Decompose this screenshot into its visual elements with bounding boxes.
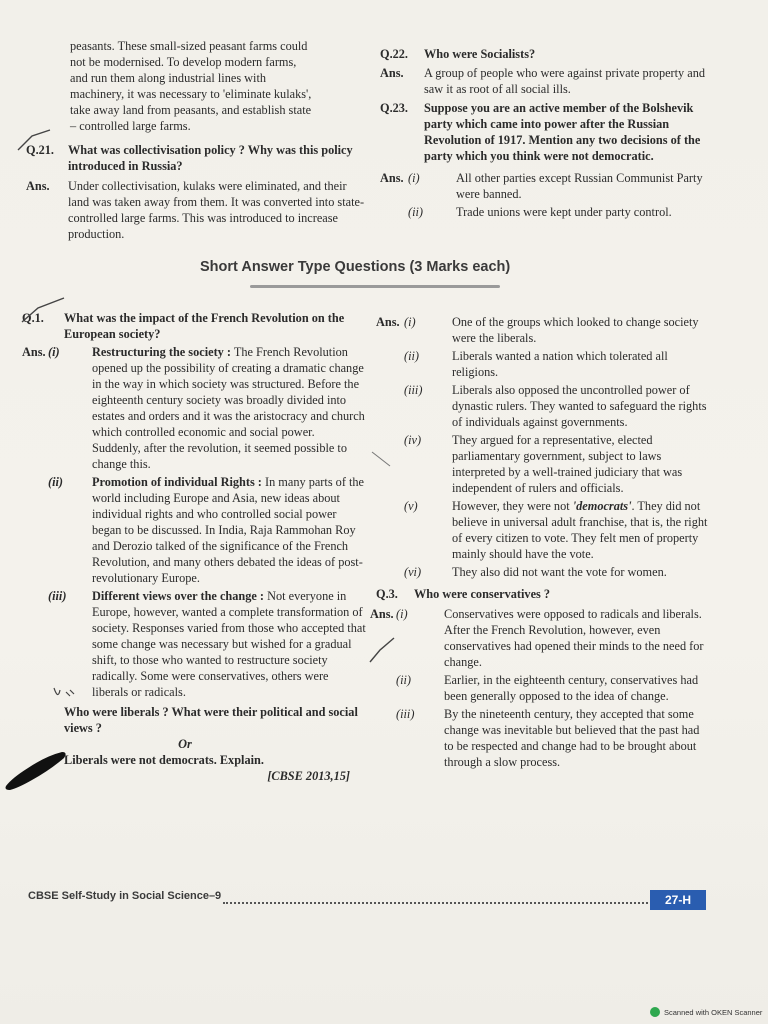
answer-1: [22, 344, 366, 700]
point-heading: Restructuring the society :: [92, 345, 231, 359]
answer-label: Ans.: [370, 607, 394, 621]
point-text: Not everyone in Europe, however, wanted a complete transformation of society. Responses varied from those who accepted that some change was necessary but wished for a gradual shift, to those who wanted to restructure society radically. Some were conservatives, others were liberals or radicals.: [92, 589, 366, 699]
page-footer: [28, 890, 718, 912]
point-number: (i): [408, 171, 420, 185]
answer-point: [48, 474, 366, 586]
point-number: (iii): [396, 707, 415, 721]
question-number: Q.1.: [22, 311, 44, 325]
answer-text: Under collectivisation, kulaks were eliminated, and their land was taken away from them. It was converted into state-controlled large farms. This was introduced to increase production.: [68, 179, 365, 241]
book-title: CBSE Self-Study in Social Science–9: [28, 890, 222, 902]
point-text: Trade unions were kept under party control.: [456, 205, 672, 219]
answer-point: [396, 706, 712, 770]
point-number: (i): [48, 345, 60, 359]
continuation-line: and run them along industrial lines with: [70, 71, 267, 85]
answer-point: [408, 204, 712, 220]
right-top-block: [380, 46, 712, 220]
answer-text: A group of people who were against private property and saw it as root of all social ills.: [424, 66, 706, 96]
point-number: (i): [396, 607, 408, 621]
pen-tick-mark: [368, 636, 398, 666]
question-1: [22, 310, 366, 342]
point-text: One of the groups which looked to change society were the liberals.: [452, 315, 699, 345]
scanner-logo-icon: [650, 1007, 660, 1017]
point-heading: Promotion of individual Rights :: [92, 475, 262, 489]
point-text: Earlier, in the eighteenth century, conservatives had been generally opposed to the idea of change.: [444, 673, 699, 703]
ink-smudge: [2, 748, 72, 790]
answer-point: [396, 672, 712, 704]
answer-point: [404, 382, 712, 430]
question-text: What was the impact of the French Revolution on the European society?: [64, 311, 345, 341]
question-number: Q.21.: [26, 143, 55, 157]
point-text: Conservatives were opposed to radicals and liberals. After the French Revolution, however, even conservatives had opened their minds to the need for change.: [444, 607, 704, 669]
answer-label: Ans.: [26, 179, 50, 193]
answer-point: [404, 432, 712, 496]
question-number: Q.3.: [376, 587, 398, 601]
scanner-label: Scanned with OKEN Scanner: [664, 1007, 763, 1017]
answer-23: [380, 170, 712, 220]
pen-mark: [370, 450, 396, 470]
or-label: Or: [178, 737, 192, 751]
question-21: [26, 142, 366, 174]
section-title: Short Answer Type Questions (3 Marks each): [200, 259, 511, 275]
continuation-line: take away land from peasants, and establish state: [70, 103, 312, 117]
point-text: By the nineteenth century, they accepted that some change was inevitable but believed that the past had to be respected and change had to be brought about through a slow process.: [444, 707, 700, 769]
question-text: Who were conservatives ?: [414, 587, 551, 601]
pen-scribble: [50, 684, 80, 706]
question-number: Q.23.: [380, 101, 409, 115]
point-text: They argued for a representative, elected parliamentary government, subject to laws interpreted by a well-trained judiciary that was independent of rulers and officials.: [452, 433, 683, 495]
point-number: (ii): [404, 349, 420, 363]
continuation-line: not be modernised. To develop modern farms,: [70, 55, 297, 69]
question-text: Who were Socialists?: [424, 47, 536, 61]
answer-22: [380, 65, 712, 97]
point-text: In many parts of the world including Europe and Asia, new ideas about individual rights and who controlled social power began to be discussed. In India, Raja Rammohan Roy and Derozio talked of the significance of the French Revolution, and many others debated the ideas of post-revolutionary Europe.: [92, 475, 365, 585]
left-top-block: [26, 38, 366, 242]
point-text: They also did not want the vote for women.: [452, 565, 667, 579]
right-main-block: [370, 314, 712, 770]
question-number: Q.22.: [380, 47, 409, 61]
answer-point: [48, 588, 366, 700]
answer-label: Ans.: [380, 171, 404, 185]
answer-point: [404, 348, 712, 380]
answer-point: [396, 606, 712, 670]
exam-reference: [CBSE 2013,15]: [267, 769, 350, 783]
answer-point: [404, 314, 712, 346]
answer-point: [404, 564, 712, 580]
point-text: However, they were not: [452, 499, 573, 513]
left-main-block: [22, 310, 366, 784]
continuation-line: – controlled large farms.: [70, 119, 191, 133]
point-text: The French Revolution opened up the possibility of creating a dramatic change in the way in which society was structured. Before the eighteenth century society was broadly divided into estates and orders and it was the aristocracy and church which controlled economic and social power. Suddenly, after the revolution, it seemed possible to change this.: [92, 345, 365, 471]
pen-tick-mark: [18, 296, 68, 330]
point-number: (ii): [396, 673, 412, 687]
point-heading: Different views over the change :: [92, 589, 265, 603]
answer-21: [26, 178, 366, 242]
section-divider: [250, 285, 500, 288]
answer-point: [48, 344, 366, 472]
question-alt-text: Liberals were not democrats. Explain.: [64, 753, 264, 767]
continuation-line: machinery, it was necessary to 'eliminate kulaks',: [70, 87, 312, 101]
point-number: (iii): [48, 589, 67, 603]
answer-label: Ans.: [376, 315, 400, 329]
continuation-line: peasants. These small-sized peasant farms could: [70, 39, 308, 53]
point-text: . They did not believe in universal adult franchise, that is, the right of every citizen to vote. They felt men of property mainly should have the vote.: [452, 499, 708, 561]
point-text: Liberals also opposed the uncontrolled power of dynastic rulers. They wanted to safeguard the rights of individuals against governments.: [452, 383, 707, 429]
pen-tick-mark: [14, 128, 54, 158]
answer-2: [376, 314, 712, 580]
question-text: What was collectivisation policy ? Why was this policy introduced in Russia?: [68, 143, 353, 173]
question-text: Suppose you are an active member of the Bolshevik party which came into power after the Russian Revolution of 1917. Mention any two decisions of the party which you think were not democratic.: [424, 101, 701, 163]
point-text: All other parties except Russian Communist Party were banned.: [456, 171, 703, 201]
point-emphasis: 'democrats': [572, 499, 632, 513]
point-number: (i): [404, 315, 416, 329]
question-2: [26, 704, 366, 784]
question-text: Who were liberals ? What were their political and social views ?: [64, 705, 358, 735]
answer-3: [370, 606, 712, 770]
question-23: [380, 100, 712, 164]
point-number: (iii): [404, 383, 423, 397]
question-3: [376, 586, 712, 602]
page-number-badge: 27-H: [650, 890, 706, 910]
scanner-watermark: [650, 1005, 765, 1019]
footer-dotted-leader: [223, 902, 671, 904]
point-number: (ii): [408, 205, 424, 219]
question-22: [380, 46, 712, 62]
point-text: Liberals wanted a nation which tolerated all religions.: [452, 349, 668, 379]
answer-point: [408, 170, 712, 202]
point-number: (v): [404, 499, 418, 513]
point-number: (vi): [404, 565, 422, 579]
answer-label: Ans.: [22, 345, 46, 359]
point-number: (iv): [404, 433, 422, 447]
answer-label: Ans.: [380, 66, 404, 80]
point-number: (ii): [48, 475, 64, 489]
answer-point: [404, 498, 712, 562]
